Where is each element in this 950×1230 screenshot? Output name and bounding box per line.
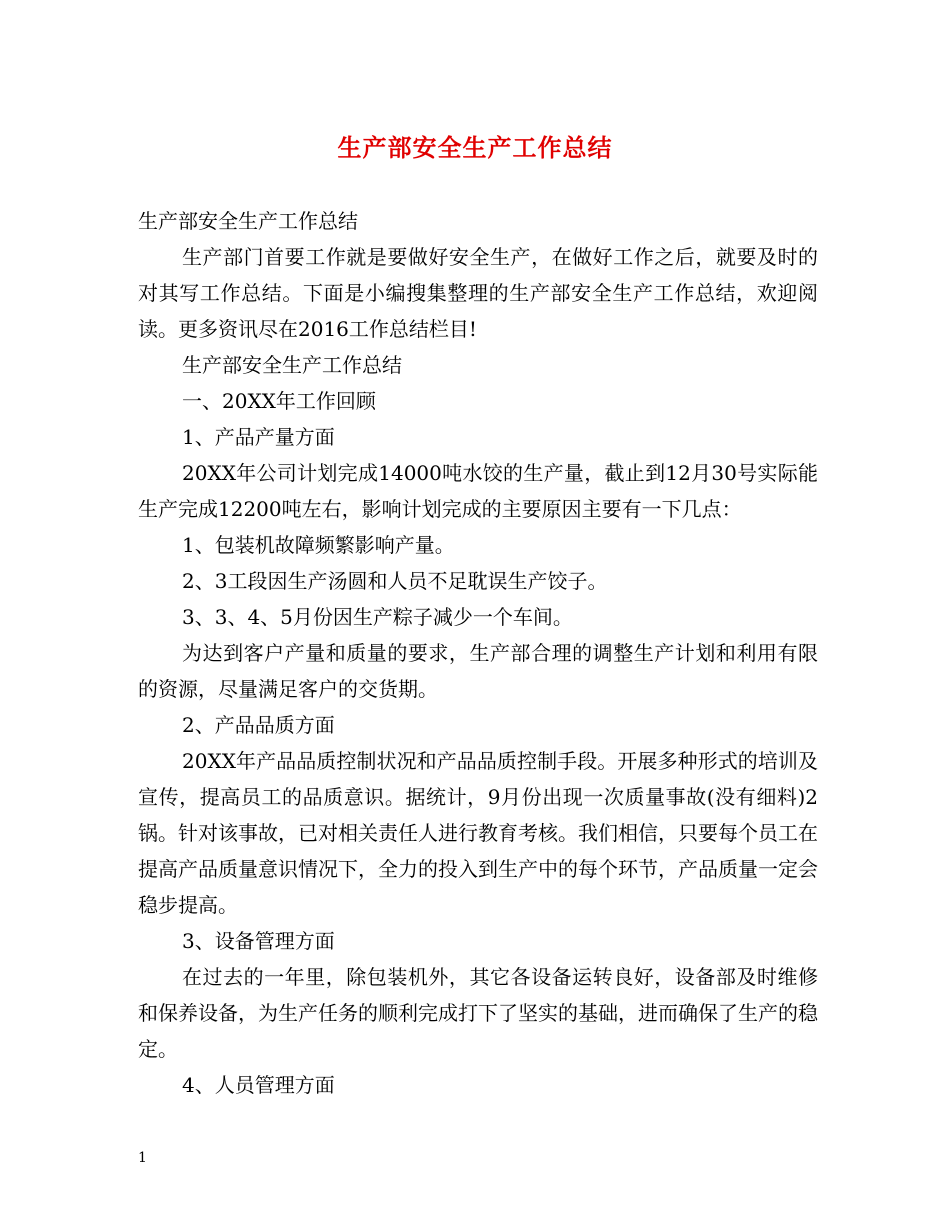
body-paragraph: 在过去的一年里，除包装机外，其它各设备运转良好，设备部及时维修和保养设备，为生产任务的顺利完成打下了坚实的基础，进而确保了生产的稳定。 <box>138 965 818 1061</box>
body-paragraph: 3、设备管理方面 <box>182 929 335 953</box>
page-number: 1 <box>138 1150 147 1166</box>
body-paragraph: 为达到客户产量和质量的要求，生产部合理的调整生产计划和利用有限的资源，尽量满足客户的交货期。 <box>138 641 818 701</box>
document-body <box>138 203 818 1103</box>
body-paragraph: 4、人员管理方面 <box>182 1073 335 1097</box>
body-paragraph: 2、产品品质方面 <box>182 713 335 737</box>
body-paragraph: 1、包装机故障频繁影响产量。 <box>182 533 455 557</box>
body-paragraph: 生产部安全生产工作总结 <box>138 209 358 233</box>
body-paragraph: 生产部安全生产工作总结 <box>182 353 402 377</box>
body-paragraph: 20XX年公司计划完成14000吨水饺的生产量，截止到12月30号实际能生产完成12200吨左右，影响计划完成的主要原因主要有一下几点： <box>138 461 818 521</box>
body-paragraph: 3、3、4、5月份因生产粽子减少一个车间。 <box>182 605 573 629</box>
body-paragraph: 一、20XX年工作回顾 <box>182 389 376 413</box>
body-paragraph: 2、3工段因生产汤圆和人员不足耽误生产饺子。 <box>182 569 608 593</box>
body-paragraph: 1、产品产量方面 <box>182 425 335 449</box>
document-title: 生产部安全生产工作总结 <box>337 133 613 162</box>
body-paragraph: 20XX年产品品质控制状况和产品品质控制手段。开展多种形式的培训及宣传，提高员工的品质意识。据统计，9月份出现一次质量事故(没有细料)2锅。针对该事故，已对相关责任人进行教育考核。我们相信，只要每个员工在提高产品质量意识情况下，全力的投入到生产中的每个环节，产品质量一定会稳步提高。 <box>138 749 818 917</box>
body-paragraph: 生产部门首要工作就是要做好安全生产，在做好工作之后，就要及时的对其写工作总结。下面是小编搜集整理的生产部安全生产工作总结，欢迎阅读。更多资讯尽在2016工作总结栏目! <box>138 245 818 341</box>
